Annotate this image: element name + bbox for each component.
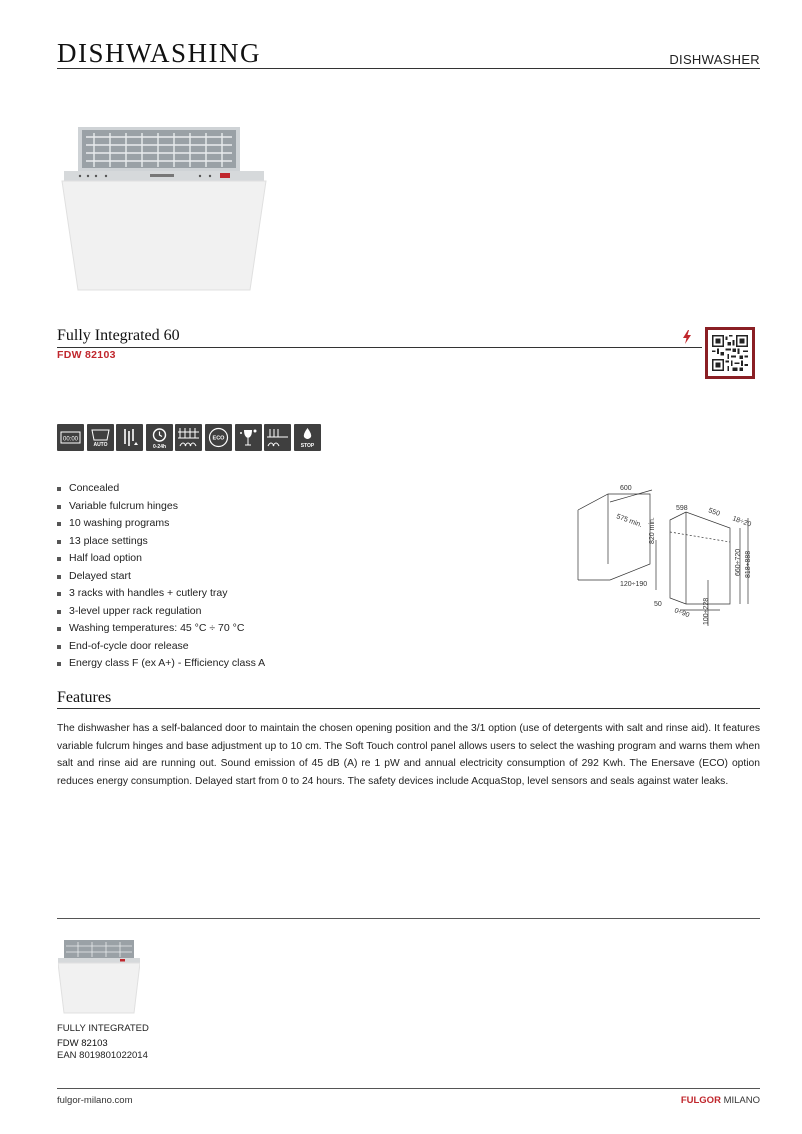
svg-text:00:00: 00:00 [62,436,79,443]
features-divider [57,708,760,709]
list-item: 3 racks with handles + cutlery tray [57,585,265,603]
auto-program-icon [87,424,114,451]
qr-code-icon [712,334,748,372]
brand-city: MILANO [720,1095,760,1106]
svg-text:660÷720: 660÷720 [735,548,742,576]
delay-timer-icon [146,424,173,451]
svg-text:820 min.: 820 min. [649,517,656,544]
list-item: 3-level upper rack regulation [57,603,265,621]
product-divider [57,347,702,348]
thumbnail-code: FDW 82103 [57,1038,108,1049]
glass-care-icon [235,424,262,451]
footer-product-divider [57,918,760,919]
product-code: FDW 82103 [57,349,116,361]
footer-website-link[interactable]: fulgor-milano.com [57,1095,133,1106]
svg-text:120÷190: 120÷190 [620,581,648,588]
dishwasher-image [60,127,270,292]
features-heading: Features [57,689,112,706]
display-icon [57,424,84,451]
qr-code[interactable] [705,327,755,379]
svg-text:18÷20: 18÷20 [731,515,752,529]
list-item: Concealed [57,480,265,498]
category-label: DISHWASHER [669,52,760,67]
dimensions-drawing [570,480,770,630]
header-divider [57,68,760,69]
page-title: DISHWASHING [57,38,261,68]
thumbnail-ean: EAN 8019801022014 [57,1050,148,1061]
eco-icon [205,424,232,451]
svg-text:STOP: STOP [300,443,315,449]
list-item: 13 place settings [57,533,265,551]
svg-text:598: 598 [676,505,688,512]
rack-adjust-icon [116,424,143,451]
svg-text:100÷228: 100÷228 [703,597,710,625]
svg-text:600: 600 [620,485,632,492]
feature-icons-row [57,424,321,451]
list-item: Washing temperatures: 45 °C ÷ 70 °C [57,620,265,638]
half-load-icon [264,424,291,451]
list-item: Energy class F (ex A+) - Efficiency class A [57,655,265,673]
brand-name: FULGOR [680,1095,721,1106]
svg-text:ECO: ECO [212,435,225,442]
features-description: The dishwasher has a self-balanced door to maintain the chosen opening position and the 3/1 option (use of detergents with salt and rinse aid). It features variable fulcrum hinges and base adjustment up to 10 cm. The Soft Touch control panel allows users to select the washing program and warns them when salt and rinse aid are running out. Sound emission of 45 dB (A) re 1 pW and annual electricity consumption of 292 Kwh. The Enersave (ECO) option reduces energy consumption. Delayed start from 0 to 24 hours. The safety devices include AcquaStop, level sensors and seals against water leaks. [57,723,760,787]
thumbnail-category: FULLY INTEGRATED [57,1023,149,1034]
aquastop-icon [294,424,321,451]
svg-text:575 min.: 575 min. [615,513,643,530]
list-item: 10 washing programs [57,515,265,533]
product-name: Fully Integrated 60 [57,327,180,344]
svg-text:818÷888: 818÷888 [745,550,752,578]
cutlery-tray-icon [175,424,202,451]
footer-divider [57,1088,760,1089]
spec-list [57,480,265,673]
svg-text:550: 550 [707,507,721,518]
svg-text:AUTO: AUTO [93,442,108,448]
svg-text:0÷90: 0÷90 [673,607,691,620]
energy-label-icon[interactable] [682,330,692,344]
list-item: Variable fulcrum hinges [57,498,265,516]
dishwasher-thumbnail [58,940,140,1014]
svg-text:0-24h: 0-24h [152,444,166,450]
list-item: Delayed start [57,568,265,586]
footer-brand [681,1095,760,1106]
list-item: End-of-cycle door release [57,638,265,656]
svg-text:50: 50 [654,601,662,608]
list-item: Half load option [57,550,265,568]
